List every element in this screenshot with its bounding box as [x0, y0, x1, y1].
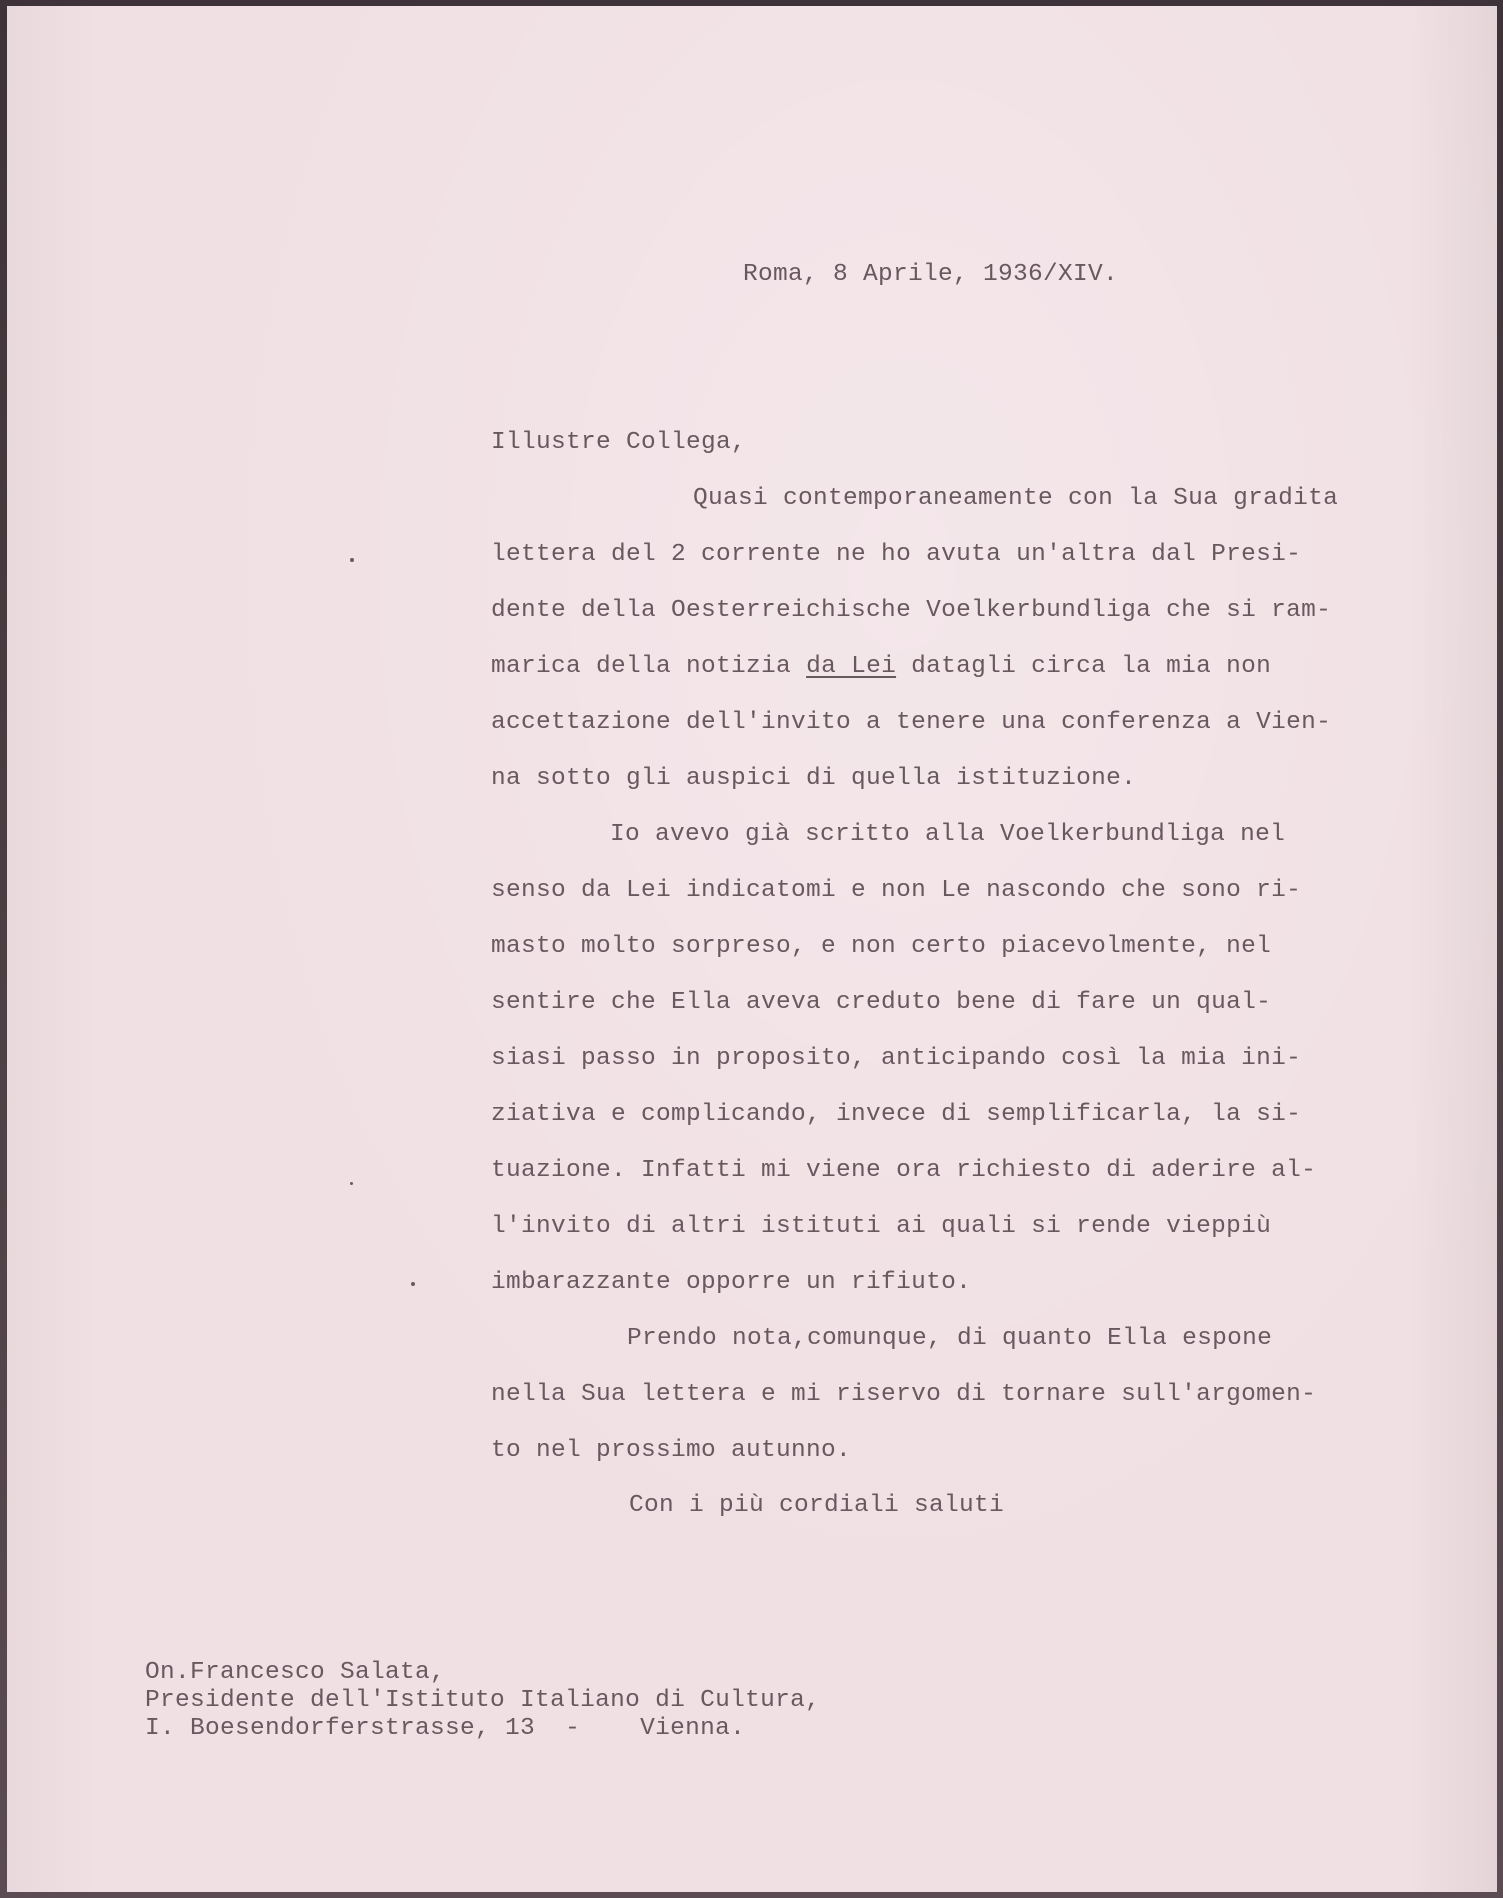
paper-speck [350, 558, 354, 562]
paper-speck [411, 1282, 415, 1286]
paragraph-2-line: senso da Lei indicatomi e non Le nascondo che sono ri- [491, 877, 1302, 904]
paragraph-2-line: sentire che Ella aveva creduto bene di fare un qual- [491, 989, 1272, 1016]
paragraph-1-line: na sotto gli auspici di quella istituzione. [491, 765, 1137, 792]
closing-salutation: Con i più cordiali saluti [629, 1492, 1005, 1519]
paragraph-2-line: siasi passo in proposito, anticipando così la mia ini- [491, 1045, 1302, 1072]
paragraph-3-line: to nel prossimo autunno. [491, 1437, 852, 1464]
paragraph-2-line: ziativa e complicando, invece di semplificarla, la si- [491, 1101, 1302, 1128]
paragraph-1-line [491, 653, 1271, 680]
paragraph-1-line: Quasi contemporaneamente con la Sua gradita [693, 485, 1339, 512]
letter-sheet [7, 6, 1497, 1892]
paper-speck [350, 1182, 353, 1185]
salutation: Illustre Collega, [491, 429, 747, 456]
paragraph-2-line: l'invito di altri istituti ai quali si rende vieppiù [491, 1213, 1272, 1240]
text-run: datagli circa la mia non [896, 653, 1272, 680]
recipient-name: On.Francesco Salata, [145, 1659, 446, 1686]
paragraph-1-line: dente della Oesterreichische Voelkerbundliga che si ram- [491, 597, 1332, 624]
paragraph-1-line: lettera del 2 corrente ne ho avuta un'altra dal Presi- [491, 541, 1302, 568]
text-run: marica della notizia [491, 653, 807, 680]
paragraph-3-line: nella Sua lettera e mi riservo di tornare sull'argomen- [491, 1381, 1317, 1408]
recipient-title: Presidente dell'Istituto Italiano di Cultura, [145, 1687, 821, 1714]
underlined-da-lei: da Lei [806, 653, 897, 680]
paragraph-2-line: Io avevo già scritto alla Voelkerbundliga nel [610, 821, 1286, 848]
paragraph-2-line: tuazione. Infatti mi viene ora richiesto di aderire al- [491, 1157, 1317, 1184]
paragraph-2-line: masto molto sorpreso, e non certo piacevolmente, nel [491, 933, 1272, 960]
paragraph-3-line: Prendo nota,comunque, di quanto Ella espone [627, 1325, 1273, 1352]
recipient-street: I. Boesendorferstrasse, 13 - Vienna. [145, 1715, 746, 1742]
paragraph-1-line: accettazione dell'invito a tenere una conferenza a Vien- [491, 709, 1332, 736]
letter-date: Roma, 8 Aprile, 1936/XIV. [743, 261, 1119, 288]
paragraph-2-line: imbarazzante opporre un rifiuto. [491, 1269, 972, 1296]
